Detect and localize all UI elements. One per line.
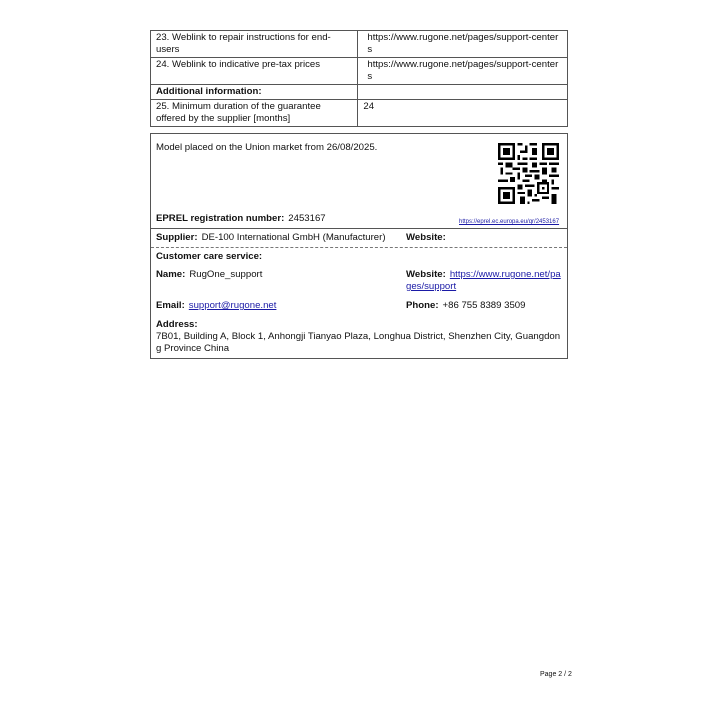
care-email-row xyxy=(156,300,276,312)
table-cell-link: https://www.rugone.net/pages/support-centers xyxy=(358,31,568,58)
page-number: Page 2 / 2 xyxy=(540,671,572,678)
care-website-link[interactable]: https://www.rugone.net/pages/support xyxy=(406,269,561,292)
dashed-divider xyxy=(151,247,567,248)
qr-code-icon xyxy=(498,143,559,204)
care-phone-value: +86 755 8389 3509 xyxy=(442,300,526,311)
address-value: 7B01, Building A, Block 1, Anhongji Tianyao Plaza, Longhua District, Shenzhen City, Guangdong Province China xyxy=(156,331,561,354)
care-email-link[interactable]: support@rugone.net xyxy=(188,300,277,311)
table-section-heading: Additional information: xyxy=(151,85,358,100)
supplier-row xyxy=(156,232,386,244)
table-cell-link: https://www.rugone.net/pages/support-centers xyxy=(358,58,568,85)
care-website-label: Website: xyxy=(406,269,446,280)
supplier-website-label: Website: xyxy=(406,232,446,243)
care-phone-row xyxy=(406,300,525,312)
care-email-label: Email: xyxy=(156,300,185,311)
table-row xyxy=(151,31,568,58)
table-row xyxy=(151,85,568,100)
care-website-row xyxy=(406,269,564,293)
care-name-label: Name: xyxy=(156,269,186,280)
eprel-number: 2453167 xyxy=(288,213,326,224)
customer-care-heading: Customer care service: xyxy=(156,251,263,262)
table-row xyxy=(151,100,568,127)
table-cell-label: 23. Weblink to repair instructions for end-users xyxy=(151,31,358,58)
care-name-row xyxy=(156,269,262,281)
supplier-label: Supplier: xyxy=(156,232,198,243)
info-table xyxy=(150,30,568,127)
eprel-label: EPREL registration number: xyxy=(156,213,285,224)
divider xyxy=(151,228,567,229)
table-cell-empty xyxy=(358,85,568,100)
eprel-qr-link[interactable]: https://eprel.ec.europa.eu/qr/2453167 xyxy=(459,219,560,225)
eprel-registration xyxy=(156,213,326,225)
table-cell-label: 24. Weblink to indicative pre-tax prices xyxy=(151,58,358,85)
table-cell-value: 24 xyxy=(358,100,568,127)
table-cell-label: 25. Minimum duration of the guarantee offered by the supplier [months] xyxy=(151,100,358,127)
table-row xyxy=(151,58,568,85)
care-name-value: RugOne_support xyxy=(189,269,263,280)
care-phone-label: Phone: xyxy=(406,300,439,311)
supplier-value: DE-100 International GmbH (Manufacturer) xyxy=(201,232,386,243)
address-label: Address: xyxy=(156,319,198,330)
supplier-info-box xyxy=(150,133,568,359)
model-placed-text: Model placed on the Union market from 26/08/2025. xyxy=(156,142,378,153)
